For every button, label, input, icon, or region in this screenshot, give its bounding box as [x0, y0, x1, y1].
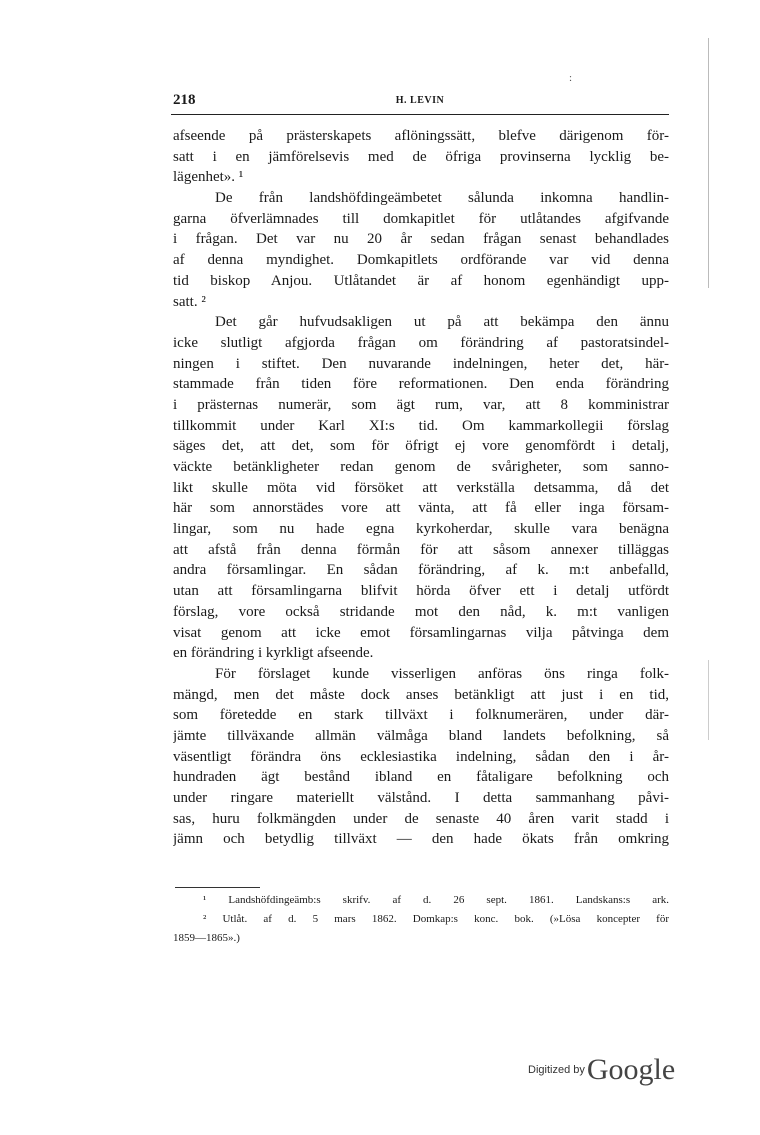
text-line: tid biskop Anjou. Utlåtandet är af honom egenhändigt upp-	[173, 272, 669, 289]
footnote-line: ¹ Landshöfdingeämb:s skrifv. af d. 26 sept. 1861. Landskans:s ark.	[203, 894, 669, 906]
text-line: lingar, som nu hade egna kyrkoherdar, skulle vara benägna	[173, 521, 669, 538]
text-line: förslag, vore också stridande mot den nåd, k. m:t vanligen	[173, 603, 669, 620]
text-line: jämn och betydlig tillväxt — den hade ökats från omkring	[173, 831, 669, 848]
text-line: mängd, men det måste dock anses betänkligt att just i en tid,	[173, 686, 669, 703]
footnote-divider	[175, 887, 260, 888]
text-line: en förändring i kyrkligt afseende.	[173, 645, 374, 662]
footnotes	[173, 891, 669, 948]
digitized-by-watermark	[528, 1053, 675, 1087]
text-line: ningen i stiftet. Den nuvarande indelningen, heter det, här-	[173, 355, 669, 372]
text-line: icke slutligt afgjorda frågan om förändring af pastoratsindel-	[173, 334, 669, 351]
text-line: väsentligt förändra öns ecklesiastika indelning, sådan den i år-	[173, 748, 669, 765]
text-line: lägenhet». ¹	[173, 169, 244, 186]
text-line: jämte tillväxande allmän välmåga bland landets befolkning, så	[173, 727, 669, 744]
text-line: under ringare materiellt välstånd. I detta sammanhang påvi-	[173, 790, 669, 806]
text-line: i prästernas numerär, som ägt rum, var, att 8 komministrar	[173, 396, 669, 413]
text-line: afseende på prästerskapets aflöningssätt, blefve därigenom för-	[173, 128, 669, 144]
text-line: garna öfverlämnades till domkapitlet för utlåtandes afgifvande	[173, 210, 669, 227]
body-text	[173, 126, 669, 850]
text-line: tillkommit under Karl XI:s tid. Om kammarkollegii förslag	[173, 417, 669, 434]
text-line: säges det, att det, som för öfrigt ej vore genomfördt i detalj,	[173, 438, 669, 455]
text-line: satt. ²	[173, 293, 206, 310]
footnote-line: ² Utlåt. af d. 5 mars 1862. Domkap:s konc. bok. (»Lösa koncepter för	[203, 913, 669, 925]
text-line: hundraden ägt bestånd ibland en fåtaligare befolkning och	[173, 769, 669, 786]
text-line: här som annorstädes vore att vänta, att få eller inga försam-	[173, 500, 669, 517]
page-header	[171, 92, 669, 115]
running-head: H. LEVIN	[395, 95, 445, 106]
text-line: satt i en jämförelsevis med de öfriga provinserna lycklig be-	[173, 148, 669, 165]
scan-margin-line	[708, 660, 709, 740]
text-line: utan att församlingarna blifvit hörda öfver ett i detalj utfördt	[173, 583, 669, 600]
scan-margin-line	[708, 38, 709, 288]
text-line: andra församlingar. En sådan förändring, af k. m:t anbefalld,	[173, 562, 669, 579]
text-line: Det går hufvudsakligen ut på att bekämpa den ännu	[215, 314, 669, 331]
text-line: likt skulle möta vid försöket att verkställa detsamma, då det	[173, 479, 669, 496]
text-line: stammade från tiden före reformationen. Den enda förändring	[173, 376, 669, 393]
text-line: visat genom att icke emot församlingarnas vilja påtvinga dem	[173, 624, 669, 641]
scan-speck: :	[569, 72, 573, 84]
text-line: i frågan. Det var nu 20 år sedan frågan senast behandlades	[173, 231, 669, 248]
text-line: att afstå från denna förmån för att såsom annexer tilläggas	[173, 541, 669, 558]
text-line: För förslaget kunde visserligen anföras öns ringa folk-	[215, 665, 669, 682]
text-line: som företedde en stark tillväxt i folknumerären, under där-	[173, 707, 669, 724]
footnote-line: 1859—1865».)	[173, 932, 240, 944]
watermark-prefix: Digitized by	[528, 1064, 585, 1076]
text-line: af denna myndighet. Domkapitlets ordförande var vid denna	[173, 252, 669, 269]
text-line: sas, huru folkmängden under de senaste 40 åren varit stadd i	[173, 810, 669, 827]
text-line: De från landshöfdingeämbetet sålunda inkomna handlin-	[215, 190, 669, 207]
text-line: väckte betänkligheter redan genom de svårigheter, som sanno-	[173, 459, 669, 475]
page-number: 218	[173, 92, 196, 108]
google-logo: Google	[586, 1053, 676, 1086]
